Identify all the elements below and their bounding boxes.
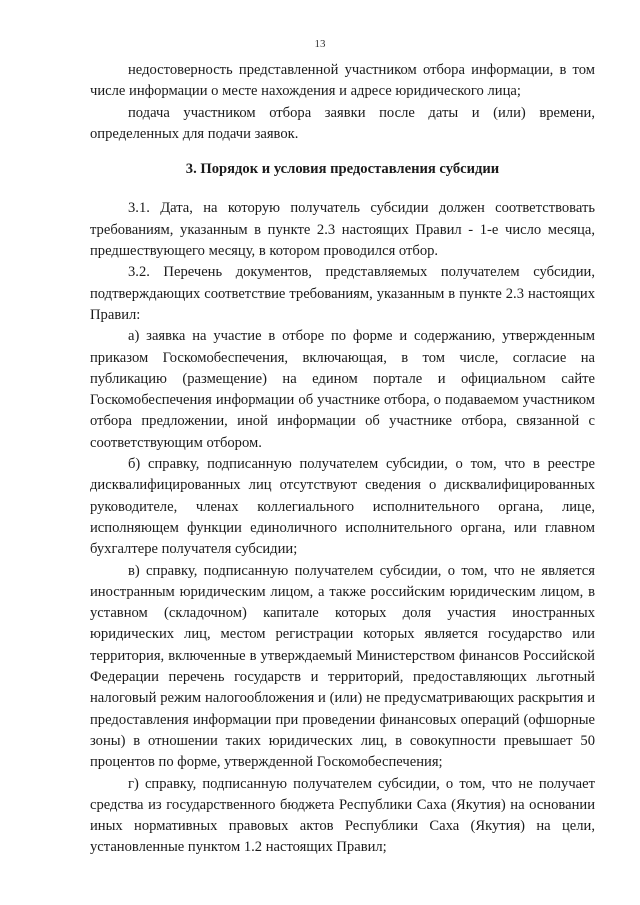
section-heading: 3. Порядок и условия предоставления субсидии: [185, 161, 500, 178]
document-body: [90, 60, 595, 859]
paragraph-item-b: б) справку, подписанную получателем субсидии, о том, что в реестре дисквалифицированных лиц отсутствуют сведения о дисквалифицированных руководителе, членах коллегиального исполнительного органа, лице, исполняющем функции единоличного исполнительного органа, или главном бухгалтере получателя субсидии;: [90, 456, 595, 558]
paragraph-3-2: 3.2. Перечень документов, представляемых получателем субсидии, подтверждающих соответствие требованиям, указанным в пункте 2.3 настоящих Правил:: [90, 264, 595, 323]
paragraph-item-g: г) справку, подписанную получателем субсидии, о том, что не получает средства из государственного бюджета Республики Саха (Якутия) на основании иных нормативных правовых актов Республики Саха (Якутия) на цели, установленные пунктом 1.2 настоящих Правил;: [90, 775, 595, 856]
page-number: 13: [314, 38, 326, 50]
paragraph-item-v: в) справку, подписанную получателем субсидии, о том, что не является иностранным юридическим лицом, а также российским юридическим лицом, в уставном (складочном) капитале которых доля участия иностранных юридических лиц, местом регистрации которых является государство или территория, включенные в утверждаемый Министерством финансов Российской Федерации перечень государств и территорий, предоставляющих льготный налоговый режим налогообложения и (или) не предусматривающих раскрытия и предоставления информации при проведении финансовых операций (офшорные зоны) в отношении таких юридических лиц, в совокупности превышает 50 процентов по форме, утвержденной Госкомобеспечения;: [90, 562, 595, 771]
paragraph-late-submission: подача участником отбора заявки после даты и (или) времени, определенных для подачи заявок.: [90, 104, 595, 142]
paragraph-3-1: 3.1. Дата, на которую получатель субсидии должен соответствовать требованиям, указанным в пункте 2.3 настоящих Правил - 1-е число месяца, предшествующего месяцу, в котором проводился отбор.: [90, 200, 595, 260]
paragraph-unreliable-info: недостоверность представленной участником отбора информации, в том числе информации о месте нахождения и адресе юридического лица;: [90, 62, 595, 100]
paragraph-item-a: а) заявка на участие в отборе по форме и содержанию, утвержденным приказом Госкомобеспечения, включающая, в том числе, согласие на публикацию (размещение) на едином портале и официальном сайте Госкомобеспечения информации об участнике отбора, о подаваемом участником отбора предложении, иной информации об участнике отбора, связанной с соответствующим отбором.: [90, 328, 595, 451]
